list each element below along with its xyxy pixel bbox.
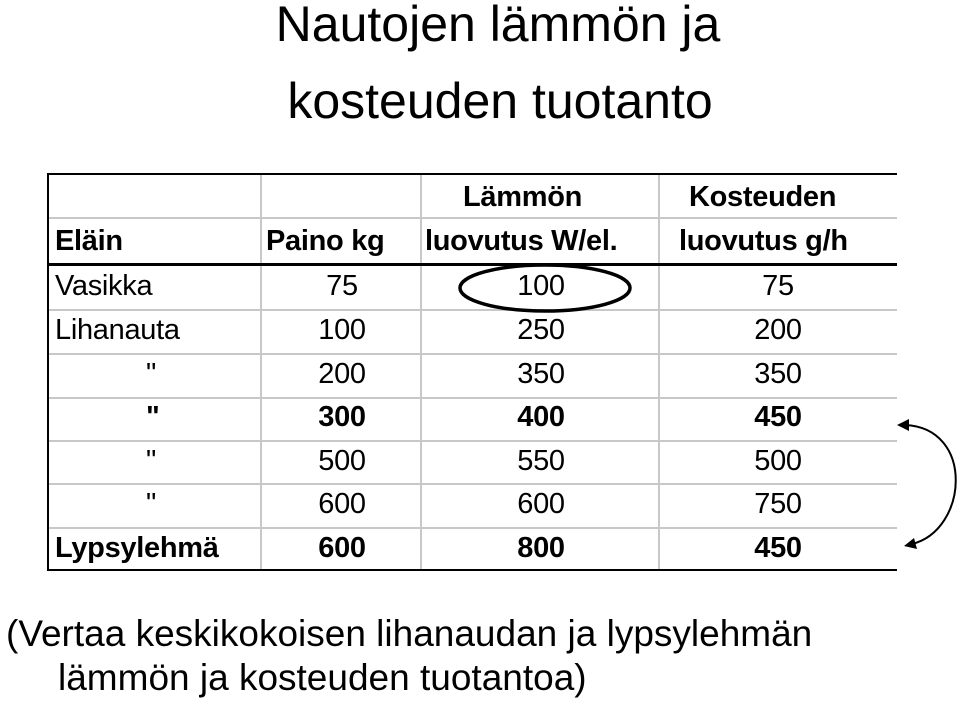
cell-heat: 350 <box>517 358 565 390</box>
cell-heat: 550 <box>517 445 565 477</box>
cell-animal: " <box>146 488 156 520</box>
cell-animal: Lypsylehmä <box>55 532 219 564</box>
cell-weight: 600 <box>318 532 366 564</box>
cell-weight: 500 <box>318 445 366 477</box>
cell-moisture: 450 <box>754 532 802 564</box>
cell-moisture: 450 <box>754 401 802 433</box>
cell-animal: Vasikka <box>55 270 153 302</box>
cell-animal: Lihanauta <box>55 314 180 346</box>
highlight-ellipse <box>460 265 630 311</box>
header-moisture: luovutus g/h <box>679 225 848 257</box>
cell-moisture: 750 <box>754 488 802 520</box>
arrowhead-bottom <box>904 538 917 549</box>
cell-moisture: 350 <box>754 358 802 390</box>
cell-heat: 600 <box>517 488 565 520</box>
header-animal: Eläin <box>55 225 123 257</box>
title-line-1: Nautojen lämmön ja <box>275 0 721 52</box>
cell-moisture: 500 <box>754 445 802 477</box>
comparison-arrow <box>905 425 956 544</box>
cell-weight: 300 <box>318 401 366 433</box>
header-heat-top: Lämmön <box>463 181 583 213</box>
cell-moisture: 75 <box>762 270 794 302</box>
header-heat: luovutus W/el. <box>425 225 618 257</box>
cell-heat: 100 <box>517 270 565 302</box>
title-line-2: kosteuden tuotanto <box>287 73 713 129</box>
cell-weight: 600 <box>318 488 366 520</box>
cell-animal: " <box>146 358 156 390</box>
cell-weight: 100 <box>318 314 366 346</box>
arrowhead-top <box>897 419 909 431</box>
cell-moisture: 200 <box>754 314 802 346</box>
footnote-line-1: (Vertaa keskikokoisen lihanaudan ja lypsylehmän <box>6 613 813 654</box>
cell-heat: 800 <box>517 532 565 564</box>
cell-weight: 200 <box>318 358 366 390</box>
cell-heat: 400 <box>517 401 565 433</box>
header-weight: Paino kg <box>266 225 385 257</box>
footnote-line-2: lämmön ja kosteuden tuotantoa) <box>58 657 587 698</box>
cell-animal: " <box>146 445 156 477</box>
cell-animal: " <box>146 401 160 433</box>
cell-weight: 75 <box>326 270 358 302</box>
cell-heat: 250 <box>517 314 565 346</box>
header-moisture-top: Kosteuden <box>689 181 837 213</box>
